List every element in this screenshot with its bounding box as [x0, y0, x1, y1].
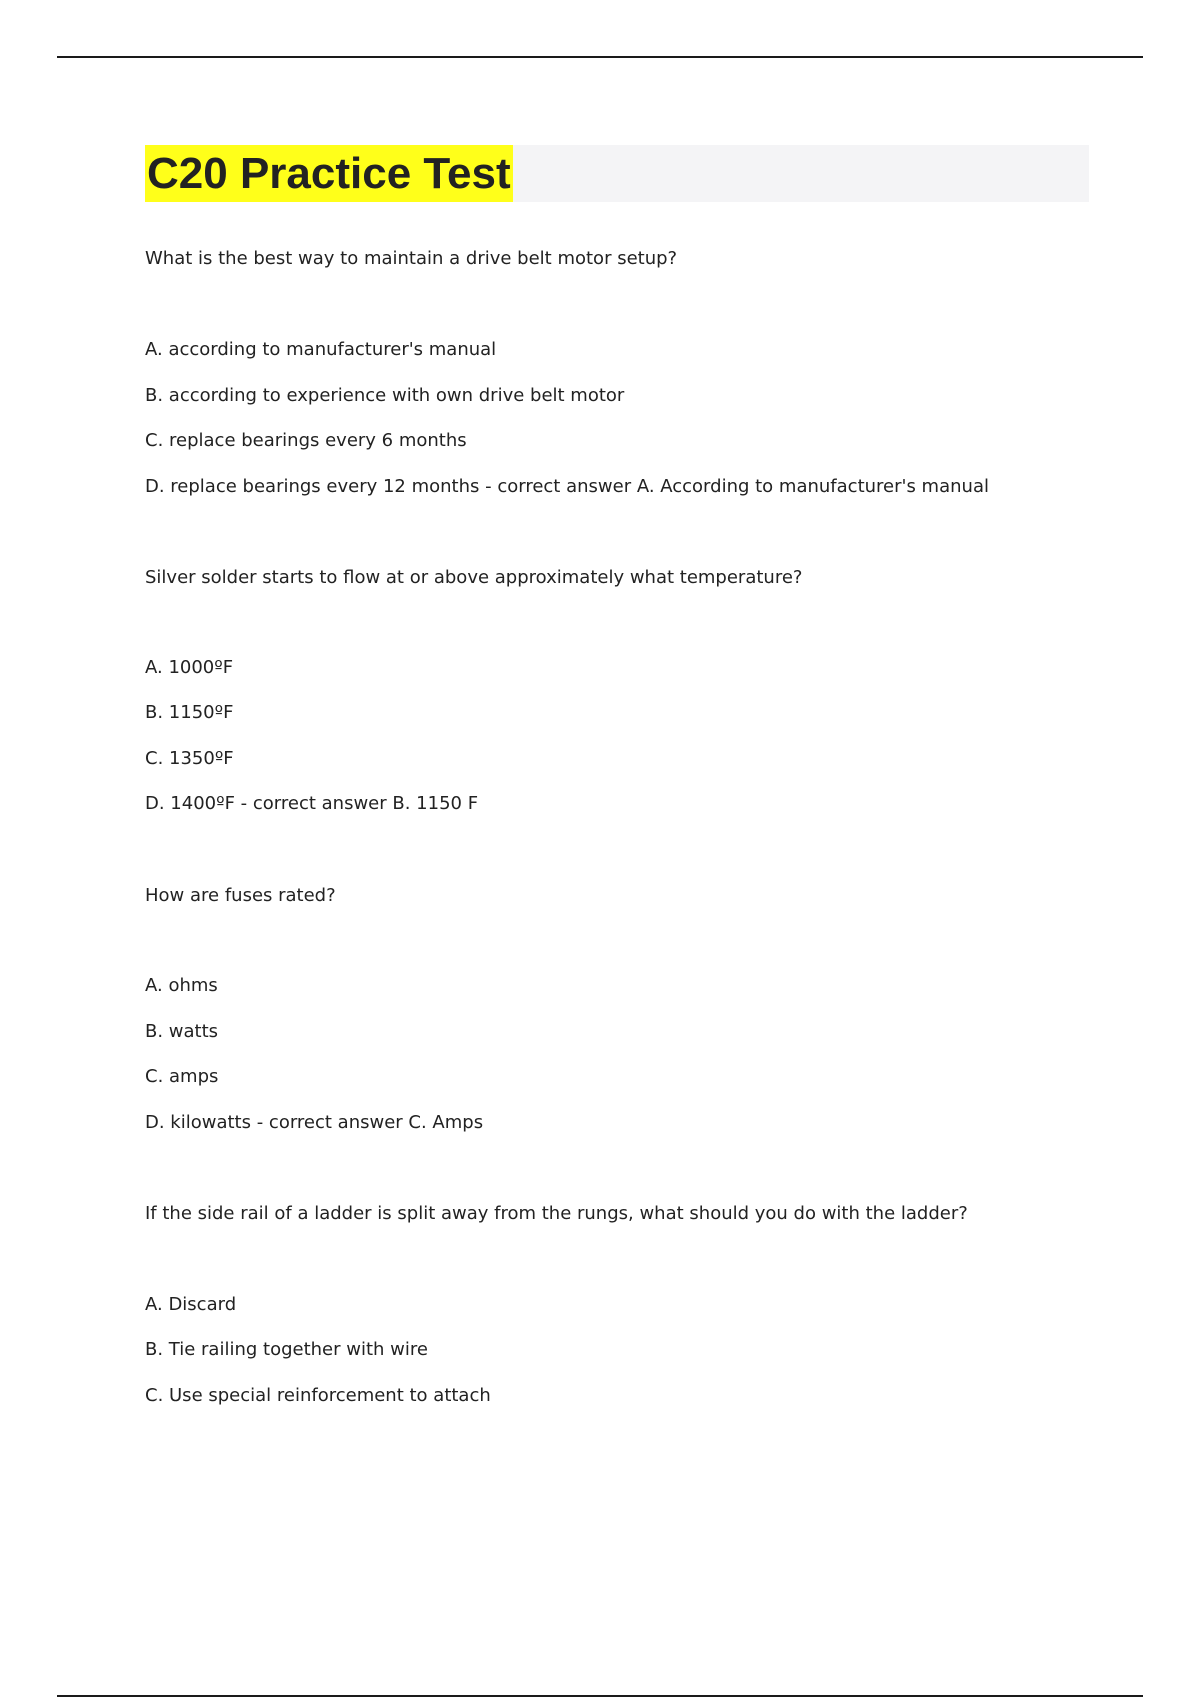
- question-3-option-a: A. ohms: [145, 975, 218, 996]
- question-4-text: If the side rail of a ladder is split away from the rungs, what should you do with the ladder?: [145, 1203, 968, 1224]
- bottom-rule: [57, 1695, 1143, 1697]
- top-rule: [57, 56, 1143, 58]
- question-2-option-b: B. 1150ºF: [145, 702, 234, 723]
- question-3-text: How are fuses rated?: [145, 885, 336, 906]
- question-1-option-c: C. replace bearings every 6 months: [145, 430, 467, 451]
- question-3-option-c: C. amps: [145, 1066, 219, 1087]
- question-4-option-c: C. Use special reinforcement to attach: [145, 1385, 491, 1406]
- page-title: C20 Practice Test: [145, 145, 513, 202]
- question-4-option-a: A. Discard: [145, 1294, 237, 1315]
- question-4-option-b: B. Tie railing together with wire: [145, 1339, 428, 1360]
- question-2-text: Silver solder starts to flow at or above approximately what temperature?: [145, 567, 803, 588]
- question-3-option-d: D. kilowatts - correct answer C. Amps: [145, 1112, 484, 1133]
- question-3-option-b: B. watts: [145, 1021, 219, 1042]
- question-1-option-b: B. according to experience with own drive belt motor: [145, 385, 625, 406]
- question-2-option-c: C. 1350ºF: [145, 748, 234, 769]
- question-1-option-d: D. replace bearings every 12 months - correct answer A. According to manufacturer's manual: [145, 476, 989, 497]
- question-1-text: What is the best way to maintain a drive belt motor setup?: [145, 248, 678, 269]
- question-2-option-d: D. 1400ºF - correct answer B. 1150 F: [145, 793, 479, 814]
- question-1-option-a: A. according to manufacturer's manual: [145, 339, 497, 360]
- question-2-option-a: A. 1000ºF: [145, 657, 234, 678]
